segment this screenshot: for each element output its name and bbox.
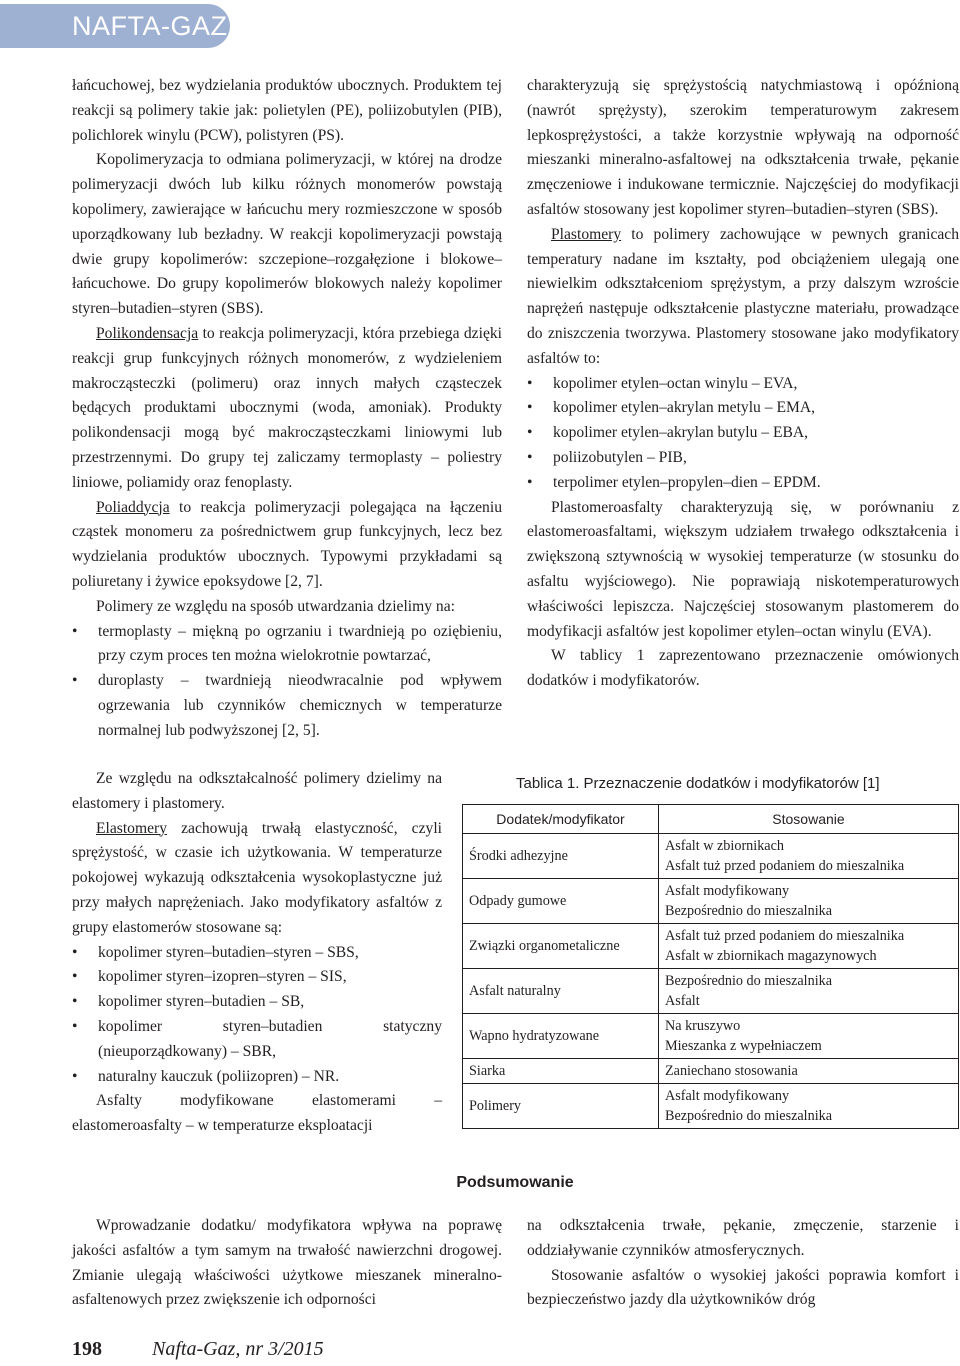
application-line: Asfalt	[665, 993, 700, 1009]
application-line: Na kruszywo	[665, 1018, 741, 1034]
additive-cell: Asfalt naturalny	[463, 969, 659, 1014]
application-line: Asfalt w zbiornikach	[665, 838, 784, 854]
section-heading-summary: Podsumowanie	[456, 1174, 574, 1191]
application-line: Bezpośrednio do mieszalnika	[665, 1108, 833, 1124]
list-item: • kopolimer etylen–octan winylu – EVA,	[527, 372, 959, 397]
plastomer-list	[527, 372, 959, 496]
paragraph	[72, 817, 442, 941]
table-row	[463, 1059, 959, 1084]
term-elastomery: Elastomery	[96, 819, 168, 837]
application-cell	[659, 1084, 959, 1129]
additive-cell: Związki organometaliczne	[463, 924, 659, 969]
application-line: Bezpośrednio do mieszalnika	[665, 903, 833, 919]
page-number: 198	[72, 1338, 102, 1360]
table-row	[463, 879, 959, 924]
elastomer-list	[72, 941, 442, 1090]
application-line: Asfalt modyfikowany	[665, 1088, 790, 1104]
paragraph: łańcuchowej, bez wydzielania produktów ubocznych. Produktem tej reakcji są polimery takie jak: polietylen (PE), poliizobutylen (PIB), polichlorek winylu (PCW), polistyren (PS).	[72, 77, 502, 144]
list-item: • kopolimer styren–butadien statyczny (nieuporządkowany) – SBR,	[72, 1015, 442, 1065]
summary-right-column	[527, 1214, 959, 1313]
application-cell	[659, 1059, 959, 1084]
paragraph: Wprowadzanie dodatku/ modyfikatora wpływa na poprawę jakości asfaltów a tym samym na trwałość nawierzchni drogowej. Zmianie ulegają właściwości użytkowe mieszanek mineralno-asfaltenowych przez zwiększenie ich odporności	[72, 1217, 502, 1309]
paragraph: Kopolimeryzacja to odmiana polimeryzacji, w której na drodze polimeryzacji dwóch lub kilku różnych monomerów powstają kopolimery, zawierające w łańcuchu mery rozmieszczone w sposób uporządkowany lub bezładny. W reakcji kopolimeryzacji powstają dwie grupy kopolimerów: szczepione–rozgałęzione i blokowe–łańcuchowe. Do grupy kopolimerów blokowych należy kopolimer styren–butadien–styren (SBS).	[72, 151, 502, 318]
paragraph	[527, 223, 959, 372]
additive-cell: Wapno hydratyzowane	[463, 1014, 659, 1059]
list-item: • kopolimer etylen–akrylan butylu – EBA,	[527, 421, 959, 446]
application-line: Asfalt modyfikowany	[665, 883, 790, 899]
term-polikondensacja: Polikondensacja	[96, 324, 199, 342]
paragraph: na odkształcenia trwałe, pękanie, zmęczenie, starzenie i oddziaływanie czynników atmosferycznych.	[527, 1217, 959, 1259]
application-cell	[659, 924, 959, 969]
paragraph	[72, 496, 502, 595]
header-tab	[0, 4, 230, 48]
term-plastomery: Plastomery	[551, 225, 622, 243]
application-line: Asfalt tuż przed podaniem do mieszalnika	[665, 858, 905, 874]
list-item: • termoplasty – miękną po ogrzaniu i twardnieją po oziębieniu, przy czym proces ten można wielokrotnie powtarzać,	[72, 620, 502, 670]
left-column-narrow	[72, 767, 442, 1139]
list-item: • kopolimer styren–butadien–styren – SBS,	[72, 941, 442, 966]
paragraph: Ze względu na odkształcalność polimery dzielimy na elastomery i plastomery.	[72, 770, 442, 812]
list-item: • kopolimer styren–izopren–styren – SIS,	[72, 965, 442, 990]
list-item: • kopolimer styren–butadien – SB,	[72, 990, 442, 1015]
table-row	[463, 1084, 959, 1129]
paragraph: W tablicy 1 zaprezentowano przeznaczenie omówionych dodatków i modyfikatorów.	[527, 647, 959, 690]
paragraph: Polimery ze względu na sposób utwardzania dzielimy na:	[96, 597, 455, 615]
paragraph: Stosowanie asfaltów o wysokiej jakości poprawia komfort i bezpieczeństwo jazdy dla użytkowników dróg	[527, 1266, 959, 1309]
paragraph-text: to reakcja polimeryzacji polegająca na łączeniu cząstek monomeru za pośrednictwem grup funkcyjnych, lecz bez wydzielania produktów ubocznych. Typowymi przykładami są poliuretany i żywice epoksydowe [2, 7].	[72, 498, 502, 590]
list-item: • terpolimer etylen–propylen–dien – EPDM.	[527, 471, 959, 496]
application-cell	[659, 969, 959, 1014]
additive-cell: Siarka	[463, 1059, 659, 1084]
additive-cell: Środki adhezyjne	[463, 834, 659, 879]
paragraph-text: zachowują trwałą elastyczność, czyli sprężystość, w czasie ich użytkowania. W temperaturze pokojowej wykazują odkształcenia wysokoplastyczne już przy małych naprężeniach. Jako modyfikatory asfaltów z grupy elastomerów stosowane są:	[72, 819, 442, 936]
table-row	[463, 834, 959, 879]
paragraph: Asfalty modyfikowane elastomerami – elastomeroasfalty – w temperaturze eksploatacji	[72, 1092, 442, 1135]
paragraph	[72, 322, 502, 496]
paragraph-text: to reakcja polimeryzacji, która przebiega dzięki reakcji grup funkcyjnych różnych monomerów, z wydzieleniem makrocząsteczki (polimeru) oraz innych małych cząsteczek będących produktami ubocznymi (woda, amoniak). Produkty polikondensacji mogą być makrocząsteczkami liniowymi lub przestrzennymi. Do grupy tej zaliczamy termoplasty – poliestry liniowe, poliamidy oraz fenoplasty.	[72, 324, 502, 491]
application-line: Mieszanka z wypełniaczem	[665, 1038, 822, 1054]
right-column	[527, 74, 959, 694]
paragraph: charakteryzują się sprężystością natychmiastową i opóźnioną (nawrót sprężysty), szerokim temperaturowym zakresem lepkosprężystości, a także korzystnie wpływają na odporność mieszanki mineralno-asfaltowej na odkształcenia trwałe, pękanie zmęczeniowe i indukowane termicznie. Najczęściej do modyfikacji asfaltów stosowany jest kopolimer styren–butadien–styren (SBS).	[527, 77, 959, 218]
application-cell	[659, 1014, 959, 1059]
modifiers-table	[462, 804, 959, 1129]
column-header-application: Stosowanie	[659, 805, 959, 834]
application-line: Bezpośrednio do mieszalnika	[665, 973, 833, 989]
application-cell	[659, 879, 959, 924]
journal-header-title: NAFTA-GAZ	[72, 11, 228, 41]
paragraph: Plastomeroasfalty charakteryzują się, w porównaniu z elastomeroasfaltami, większym udziałem trwałego odkształcenia i zwiększoną sztywnością w wysokiej temperaturze (w stosunku do asfaltu wyjściowego). Nie poprawiają niskotemperaturowych właściwości lepiszcza. Najczęściej stosowanym plastomerem do modyfikacji asfaltów jest kopolimer etylen–octan winylu (EVA).	[527, 498, 959, 640]
application-line: Zaniechano stosowania	[665, 1063, 798, 1079]
page-footer	[72, 1338, 324, 1361]
table-row	[463, 924, 959, 969]
application-line: Asfalt tuż przed podaniem do mieszalnika	[665, 928, 905, 944]
list-item: • poliizobutylen – PIB,	[527, 446, 959, 471]
list-item: • naturalny kauczuk (poliizopren) – NR.	[72, 1065, 442, 1090]
paragraph-text: to polimery zachowujące w pewnych granicach temperatury nadane im kształty, pod obciążeniem ulegają one niewielkim odkształceniom sprężystym, a przy dalszym wzroście naprężeń następuje odkształcenie plastyczne materiału, prowadzące do zniszczenia tworzywa. Plastomery stosowane jako modyfikatory asfaltów to:	[527, 225, 959, 367]
term-poliaddycja: Poliaddycja	[96, 498, 170, 516]
table-row	[463, 969, 959, 1014]
application-cell	[659, 834, 959, 879]
journal-issue: Nafta-Gaz, nr 3/2015	[152, 1338, 324, 1360]
table-row	[463, 1014, 959, 1059]
table-header-row	[463, 805, 959, 834]
additive-cell: Odpady gumowe	[463, 879, 659, 924]
summary-left-column	[72, 1214, 502, 1313]
curing-list	[72, 620, 502, 744]
column-header-additive: Dodatek/modyfikator	[463, 805, 659, 834]
list-item: • kopolimer etylen–akrylan metylu – EMA,	[527, 396, 959, 421]
table-caption: Tablica 1. Przeznaczenie dodatków i modyfikatorów [1]	[516, 775, 880, 792]
additive-cell: Polimery	[463, 1084, 659, 1129]
left-column	[72, 74, 502, 744]
list-item: • duroplasty – twardnieją nieodwracalnie pod wpływem ogrzewania lub czynników chemicznych w temperaturze normalnej lub podwyższonej [2, 5].	[72, 669, 502, 743]
application-line: Asfalt w zbiornikach magazynowych	[665, 948, 877, 964]
